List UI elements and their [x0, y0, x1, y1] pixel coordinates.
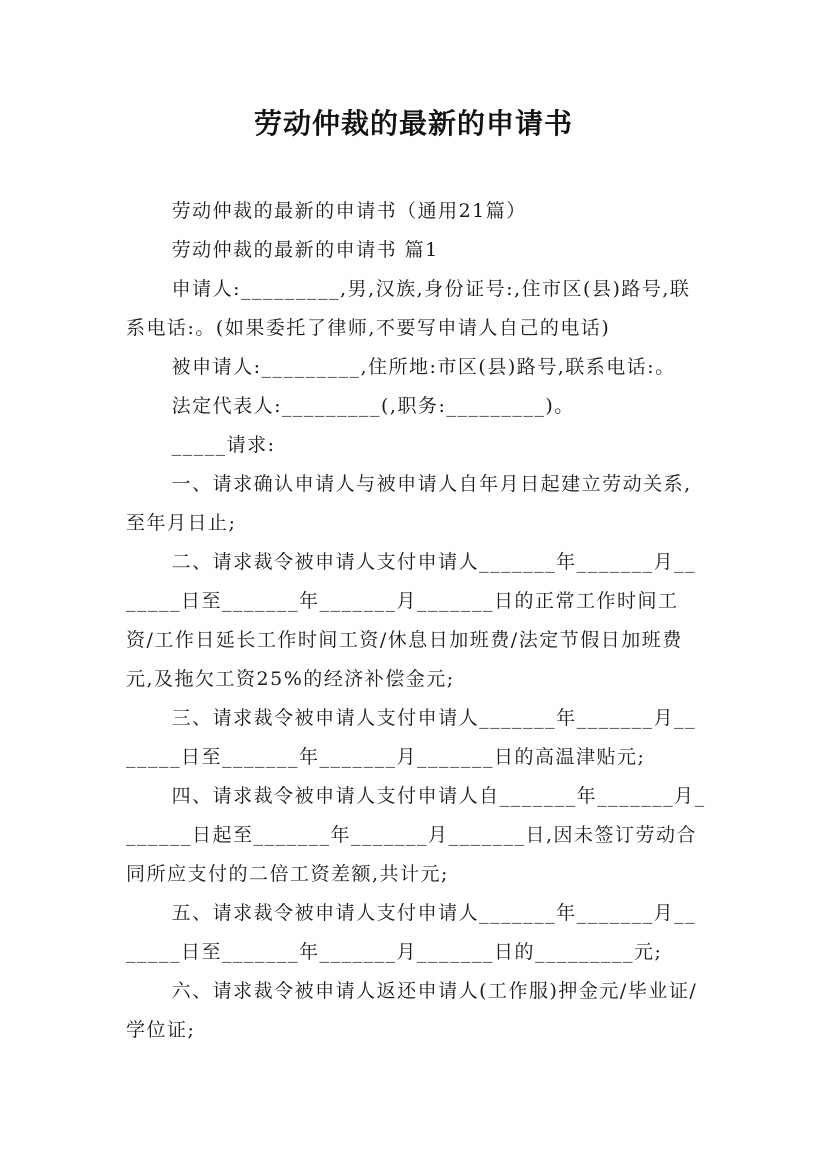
document-title: 劳动仲裁的最新的申请书: [253, 107, 573, 140]
paragraph-applicant: 申请人:_________,男,汉族,身份证号:,住市区(县)路号,联系电话:。(如果委托了律师,不要写申请人自己的电话): [126, 278, 691, 339]
paragraph-request-4: 四、请求裁令被申请人支付申请人自_______年_______月_______日起至_______年_______月_______日,因未签订劳动合同所应支付的二倍工资差额,共计元;: [126, 785, 706, 885]
paragraph-request-6: 六、请求裁令被申请人返还申请人(工作服)押金元/毕业证/学位证;: [126, 980, 698, 1041]
paragraph-request-5: 五、请求裁令被申请人支付申请人_______年_______月_______日至_______年_______月_______日的_________元;: [126, 902, 697, 963]
paragraph-section-heading: 劳动仲裁的最新的申请书 篇1: [171, 239, 439, 261]
paragraph-respondent: 被申请人:_________,住所地:市区(县)路号,联系电话:。: [171, 356, 676, 378]
paragraph-request-1: 一、请求确认申请人与被申请人自年月日起建立劳动关系,至年月日止;: [126, 473, 692, 534]
paragraph-request-3: 三、请求裁令被申请人支付申请人_______年_______月_______日至_______年_______月_______日的高温津贴元;: [126, 707, 697, 768]
paragraph-subtitle: 劳动仲裁的最新的申请书（通用21篇）: [171, 200, 527, 222]
paragraph-requests-heading: _____请求:: [171, 434, 276, 456]
document-body: [126, 192, 706, 1050]
paragraph-legal-representative: 法定代表人:_________(,职务:_________)。: [171, 395, 575, 417]
paragraph-request-2: 二、请求裁令被申请人支付申请人_______年_______月_______日至_______年_______月_______日的正常工作时间工资/工作日延长工作时间工资/休息日加班费/法定节假日加班费元,及拖欠工资25%的经济补偿金元;: [126, 551, 697, 690]
